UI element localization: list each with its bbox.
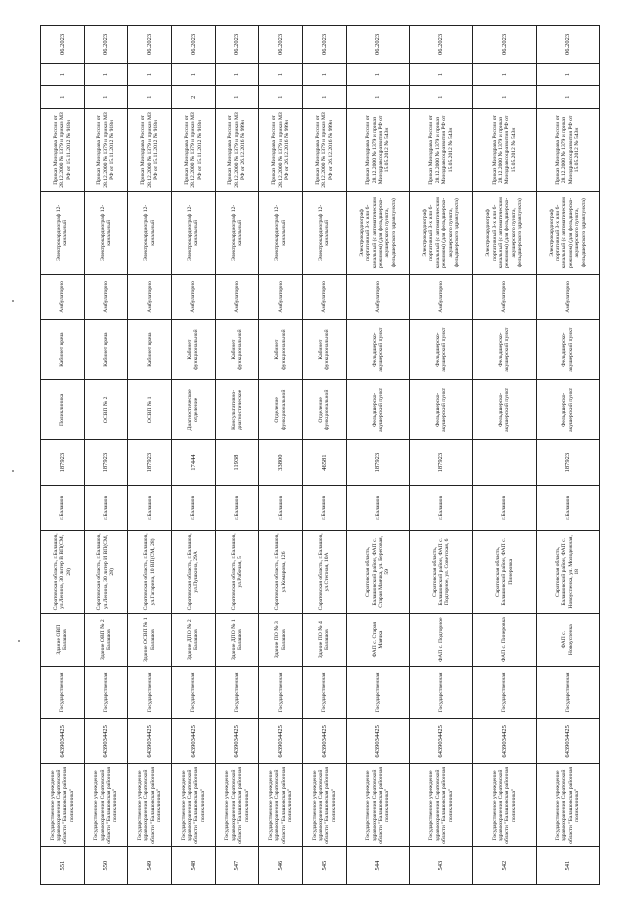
department-cell: Консультативно-диагностическое [215, 380, 259, 440]
table-row [128, 26, 172, 885]
table-row [84, 26, 128, 885]
regulation-cell: Приказ Минздрава России от 28.12.2000 № 1379 и приказ Минздравсоцразвития РФ от 15.05.2012 № 543н [473, 109, 536, 192]
okato-code-cell: 187923 [128, 440, 172, 485]
building-name-cell: Здание ОСВП № 1 Балашов [128, 613, 172, 666]
room-type-cell: Кабинет функциональной [303, 319, 347, 379]
address-cell: Саратовская область, г.Балашов, ул.Ленина, 30 литер В ВП(СМ, 28) [41, 530, 85, 613]
regulation-cell: Приказ Минздрава России от 28.12.2000 № 1379 и приказ МЗ РФ от 26.12.2016 № 999н [303, 109, 347, 192]
okato-code-cell: 11938 [215, 440, 259, 485]
quantity-available-cell: 1 [215, 63, 259, 86]
year-cell: 06.2023 [536, 26, 599, 64]
okato-code-cell [473, 440, 536, 485]
city-cell: г.Балашов [536, 485, 599, 530]
okato-code-cell: 187923 [84, 440, 128, 485]
year-cell: 06.2023 [41, 26, 85, 64]
organization-name-cell: Государственное учреждение здравоохранения Саратовской области "Балашовская районная поликлиника" [473, 764, 536, 847]
department-cell: ОСВП № 1 [128, 380, 172, 440]
record-number-cell: 544 [346, 847, 409, 885]
inn-code-cell: 6439034425 [41, 719, 85, 764]
quantity-required-cell: 1 [410, 86, 473, 109]
room-type-cell: Кабинет функциональной [172, 319, 216, 379]
record-number-cell: 547 [215, 847, 259, 885]
year-cell: 06.2023 [410, 26, 473, 64]
okato-code-cell: 187923 [41, 440, 85, 485]
building-name-cell: Здание ПО № 3 Балашов [259, 613, 303, 666]
ownership-type-cell: Государственная [41, 666, 85, 719]
device-name-cell: Электрокардиограф 12-канальный [215, 191, 259, 274]
device-name-cell: Электрокардиограф 12-канальный [259, 191, 303, 274]
city-cell: г.Балашов [41, 485, 85, 530]
organization-name-cell: Государственное учреждение здравоохранения Саратовской области "Балашовская районная поликлиника" [536, 764, 599, 847]
year-cell: 06.2023 [473, 26, 536, 64]
record-number-cell: 543 [410, 847, 473, 885]
table-row [172, 26, 216, 885]
table-row [536, 26, 599, 885]
ownership-type-cell: Государственная [410, 666, 473, 719]
care-type-cell: Амбулаторно [536, 274, 599, 319]
regulation-cell: Приказ Минздрава России от 28.12.2000 № 1379 и приказ МЗ РФ от 15.11.2012 № 918н [41, 109, 85, 192]
year-cell: 06.2023 [128, 26, 172, 64]
rotated-table-wrapper [40, 25, 600, 885]
quantity-required-cell: 1 [473, 86, 536, 109]
record-number-cell: 548 [172, 847, 216, 885]
quantity-available-cell: 1 [84, 63, 128, 86]
inn-code-cell: 6439034425 [410, 719, 473, 764]
city-cell: г.Балашов [346, 485, 409, 530]
care-type-cell: Амбулаторно [410, 274, 473, 319]
record-number-cell: 549 [128, 847, 172, 885]
department-cell: Фельдшерско-акушерский пункт [473, 380, 536, 440]
year-cell: 06.2023 [303, 26, 347, 64]
quantity-available-cell: 1 [41, 63, 85, 86]
department-cell: Фельдшерско-акушерский пункт [536, 380, 599, 440]
city-cell: г.Балашов [128, 485, 172, 530]
department-cell: Отделение функциональной [303, 380, 347, 440]
room-type-cell: Кабинет врача [41, 319, 85, 379]
building-name-cell: Здание ОВП № 2 Балашов [84, 613, 128, 666]
building-name-cell: Здание ПО № 4 Балашов [303, 613, 347, 666]
quantity-required-cell: 1 [346, 86, 409, 109]
address-cell: Саратовская область, г.Балашов, ул.Рабочая, 5 [215, 530, 259, 613]
quantity-required-cell: 2 [172, 86, 216, 109]
organization-name-cell: Государственное учреждение здравоохранения Саратовской области "Балашовская районная поликлиника" [259, 764, 303, 847]
device-name-cell: Электрокардиограф 12-канальный [303, 191, 347, 274]
regulation-cell: Приказ Минздрава России от 28.12.2000 № 1379 и приказ Минздравсоцразвития РФ от 15.05.2012 № 543н [536, 109, 599, 192]
year-cell: 06.2023 [215, 26, 259, 64]
department-cell: Фельдшерско-акушерский пункт [346, 380, 409, 440]
care-type-cell: Амбулаторно [346, 274, 409, 319]
room-type-cell: Фельдшерско-акушерский пункт [536, 319, 599, 379]
device-name-cell: Электрокардиограф 12-канальный [172, 191, 216, 274]
regulation-cell: Приказ Минздрава России от 28.12.2000 № 1379 и приказ Минздравсоцразвития РФ от 15.05.2012 № 543н [346, 109, 409, 192]
quantity-available-cell: 1 [128, 63, 172, 86]
inn-code-cell: 6439034425 [215, 719, 259, 764]
city-cell: г.Балашов [84, 485, 128, 530]
care-type-cell: Амбулаторно [84, 274, 128, 319]
okato-code-cell: 187923 [536, 440, 599, 485]
device-name-cell: Электрокардиограф портативный 3-х или 6-канальный (с автоматическим режимом) (для фельдшерско-акушерского пункта, фельдшерского здравпункта) [410, 191, 473, 274]
inn-code-cell: 6439034425 [84, 719, 128, 764]
ownership-type-cell: Государственная [259, 666, 303, 719]
room-type-cell: Фельдшерско-акушерский пункт [473, 319, 536, 379]
record-number-cell: 545 [303, 847, 347, 885]
department-cell: ОСВП № 2 [84, 380, 128, 440]
ownership-type-cell: Государственная [215, 666, 259, 719]
table-row [346, 26, 409, 885]
address-cell: Саратовская область, Балашовский район, ФАП с. Пинеровка [473, 530, 536, 613]
year-cell: 06.2023 [84, 26, 128, 64]
quantity-required-cell: 1 [536, 86, 599, 109]
device-name-cell: Электрокардиограф портативный 3-х или 6-канальный (с автоматическим режимом) (для фельдшерско-акушерского пункта, фельдшерского здравпункта) [346, 191, 409, 274]
record-number-cell: 541 [536, 847, 599, 885]
building-name-cell: ФАП с. Новоуспенка [536, 613, 599, 666]
device-name-cell: Электрокардиограф 12-канальный [41, 191, 85, 274]
inn-code-cell: 6439034425 [259, 719, 303, 764]
city-cell: г.Балашов [473, 485, 536, 530]
room-type-cell: Фельдшерско-акушерский пункт [346, 319, 409, 379]
okato-code-cell: 187923 [346, 440, 409, 485]
city-cell: г.Балашов [172, 485, 216, 530]
building-name-cell: Здание ОВП Балашов [41, 613, 85, 666]
quantity-required-cell: 1 [41, 86, 85, 109]
care-type-cell: Амбулаторно [172, 274, 216, 319]
address-cell: Саратовская область, г.Балашов, ул.Гагарина, 10 ВП(СМ, 28) [128, 530, 172, 613]
scan-speck [12, 300, 14, 302]
room-type-cell: Фельдшерско-акушерский пункт [410, 319, 473, 379]
device-name-cell: Электрокардиограф 12-канальный [128, 191, 172, 274]
building-name-cell: ФАП с. Подгорное [410, 613, 473, 666]
quantity-required-cell: 1 [84, 86, 128, 109]
ownership-type-cell: Государственная [128, 666, 172, 719]
organization-name-cell: Государственное учреждение здравоохранения Саратовской области "Балашовская районная поликлиника" [84, 764, 128, 847]
okato-code-cell: 17444 [172, 440, 216, 485]
inn-code-cell: 6439034425 [473, 719, 536, 764]
city-cell: г.Балашов [410, 485, 473, 530]
scan-speck [18, 640, 20, 642]
regulation-cell: Приказ Минздрава России от 28.12.2000 № 1379 и приказ МЗ РФ от 26.12.2016 № 999н [259, 109, 303, 192]
room-type-cell: Кабинет функциональной [215, 319, 259, 379]
quantity-available-cell: 1 [172, 63, 216, 86]
city-cell: г.Балашов [259, 485, 303, 530]
inn-code-cell: 6439034425 [128, 719, 172, 764]
quantity-available-cell: 1 [346, 63, 409, 86]
year-cell: 06.2023 [259, 26, 303, 64]
organization-name-cell: Государственное учреждение здравоохранения Саратовской области "Балашовская районная поликлиника" [215, 764, 259, 847]
regulation-cell: Приказ Минздрава России от 28.12.2000 № 1379 и приказ Минздравсоцразвития РФ от 15.05.2012 № 543н [410, 109, 473, 192]
city-cell: г.Балашов [303, 485, 347, 530]
table-row [473, 26, 536, 885]
department-cell: Поликлиника [41, 380, 85, 440]
care-type-cell: Амбулаторно [473, 274, 536, 319]
building-name-cell: ФАП с. Старая Маячка [346, 613, 409, 666]
inn-code-cell: 6439034425 [303, 719, 347, 764]
equipment-table [40, 25, 600, 885]
room-type-cell: Кабинет врача [128, 319, 172, 379]
ownership-type-cell: Государственная [346, 666, 409, 719]
record-number-cell: 551 [41, 847, 85, 885]
regulation-cell: Приказ Минздрава России от 28.12.2000 № 1379 и приказ МЗ РФ от 15.11.2012 № 918н [84, 109, 128, 192]
organization-name-cell: Государственное учреждение здравоохранения Саратовской области "Балашовская районная поликлиника" [303, 764, 347, 847]
device-name-cell: Электрокардиограф портативный 3-х или 6-канальный (с автоматическим режимом) (для фельдшерско-акушерского пункта, фельдшерского здравпункта) [536, 191, 599, 274]
ownership-type-cell: Государственная [172, 666, 216, 719]
quantity-required-cell: 1 [303, 86, 347, 109]
okato-code-cell: 187923 [410, 440, 473, 485]
address-cell: Саратовская область, г.Балашов, ул.Ленина, 30 литер И ВП(СМ, 28) [84, 530, 128, 613]
quantity-available-cell: 1 [410, 63, 473, 86]
address-cell: Саратовская область, г.Балашов, ул.Пушкина, 29А [172, 530, 216, 613]
care-type-cell: Амбулаторно [303, 274, 347, 319]
building-name-cell: Здание ДПО № 1 Балашов [215, 613, 259, 666]
quantity-available-cell: 1 [536, 63, 599, 86]
building-name-cell: Здание ДПО № 2 Балашов [172, 613, 216, 666]
organization-name-cell: Государственное учреждение здравоохранения Саратовской области "Балашовская районная поликлиника" [172, 764, 216, 847]
table-row [259, 26, 303, 885]
organization-name-cell: Государственное учреждение здравоохранения Саратовской области "Балашовская районная поликлиника" [346, 764, 409, 847]
organization-name-cell: Государственное учреждение здравоохранения Саратовской области "Балашовская районная поликлиника" [410, 764, 473, 847]
care-type-cell: Амбулаторно [215, 274, 259, 319]
department-cell: Фельдшерско-акушерский пункт [410, 380, 473, 440]
address-cell: Саратовская область, г.Балашов, ул.Степная, 10А [303, 530, 347, 613]
care-type-cell: Амбулаторно [128, 274, 172, 319]
ownership-type-cell: Государственная [536, 666, 599, 719]
regulation-cell: Приказ Минздрава России от 28.12.2000 № 1379 и приказ МЗ РФ от 15.11.2012 № 918н [172, 109, 216, 192]
record-number-cell: 542 [473, 847, 536, 885]
year-cell: 06.2023 [346, 26, 409, 64]
inn-code-cell: 6439034425 [172, 719, 216, 764]
room-type-cell: Кабинет врача [84, 319, 128, 379]
inn-code-cell: 6439034425 [536, 719, 599, 764]
ownership-type-cell: Государственная [84, 666, 128, 719]
department-cell: Диагностическое отделение [172, 380, 216, 440]
device-name-cell: Электрокардиограф портативный 3-х или 6-канальный (с автоматическим режимом) (для фельдшерско-акушерского пункта, фельдшерского здравпункта) [473, 191, 536, 274]
record-number-cell: 550 [84, 847, 128, 885]
organization-name-cell: Государственное учреждение здравоохранения Саратовской области "Балашовская районная поликлиника" [41, 764, 85, 847]
table-row [41, 26, 85, 885]
quantity-available-cell: 1 [473, 63, 536, 86]
quantity-available-cell: 1 [259, 63, 303, 86]
okato-code-cell: 33800 [259, 440, 303, 485]
address-cell: Саратовская область, Балашовский район, ФАП с. Новоуспенка, ул. Молодежная, 18 [536, 530, 599, 613]
organization-name-cell: Государственное учреждение здравоохранения Саратовской области "Балашовская районная поликлиника" [128, 764, 172, 847]
inn-code-cell: 6439034425 [346, 719, 409, 764]
quantity-required-cell: 1 [128, 86, 172, 109]
okato-code-cell: 46581 [303, 440, 347, 485]
building-name-cell: ФАП с. Пинеровка [473, 613, 536, 666]
year-cell: 06.2023 [172, 26, 216, 64]
city-cell: г.Балашов [215, 485, 259, 530]
quantity-available-cell: 1 [303, 63, 347, 86]
room-type-cell: Кабинет функциональной [259, 319, 303, 379]
regulation-cell: Приказ Минздрава России от 28.12.2000 № 1379 и приказ МЗ РФ от 26.12.2016 № 999н [215, 109, 259, 192]
table-row [303, 26, 347, 885]
table-row [215, 26, 259, 885]
ownership-type-cell: Государственная [473, 666, 536, 719]
record-number-cell: 546 [259, 847, 303, 885]
care-type-cell: Амбулаторно [259, 274, 303, 319]
device-name-cell: Электрокардиограф 12-канальный [84, 191, 128, 274]
address-cell: Саратовская область, г.Балашов, ул.Комарова, 126 [259, 530, 303, 613]
department-cell: Отделение функциональной [259, 380, 303, 440]
table-row [410, 26, 473, 885]
address-cell: Саратовская область, Балашовский район, ФАП с. Старая Маячка, ул. Береговая, 59 [346, 530, 409, 613]
ownership-type-cell: Государственная [303, 666, 347, 719]
quantity-required-cell: 1 [215, 86, 259, 109]
quantity-required-cell: 1 [259, 86, 303, 109]
regulation-cell: Приказ Минздрава России от 28.12.2000 № 1379 и приказ МЗ РФ от 15.11.2012 № 918н [128, 109, 172, 192]
scan-speck [12, 470, 14, 472]
address-cell: Саратовская область, Балашовский район, ФАП с. Подгорное, ул. Советская, 6 [410, 530, 473, 613]
care-type-cell: Амбулаторно [41, 274, 85, 319]
